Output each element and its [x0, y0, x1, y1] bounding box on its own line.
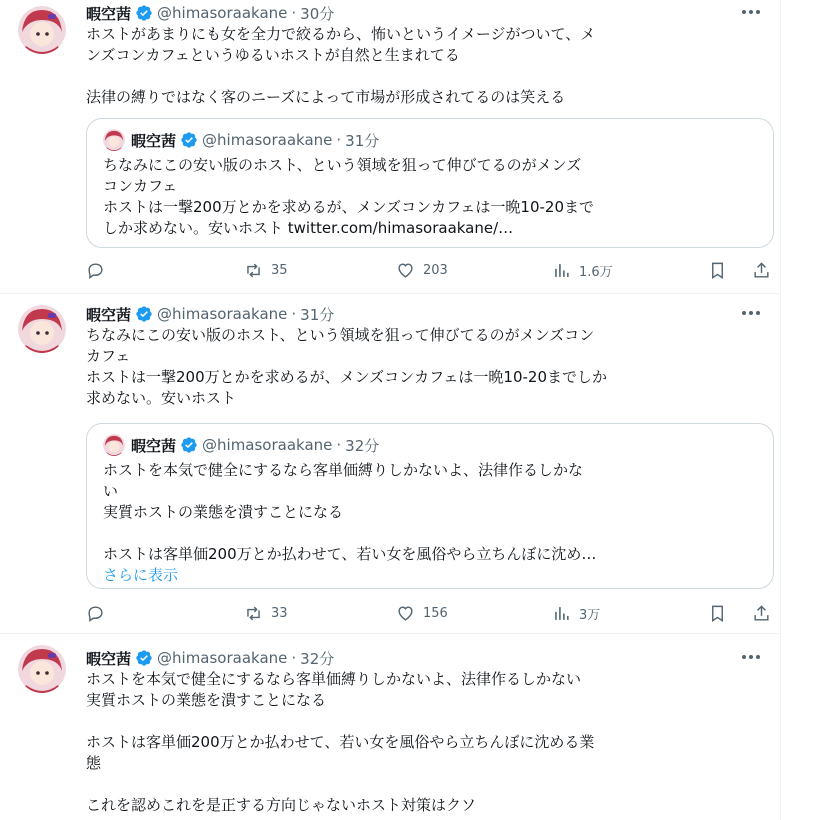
text-line: ホストを本気で健全にするなら客単価縛りしかないよ、法律作るしかない: [86, 670, 582, 688]
quote-header: [103, 434, 379, 456]
timestamp[interactable]: 30分: [300, 4, 335, 23]
text-line: コンカフェ: [103, 177, 178, 195]
text-line: ちなみにこの安い版のホスト、という領域を狙って伸びてるのがメンズ: [103, 156, 582, 174]
link[interactable]: twitter.com/himasoraakane/…: [287, 219, 514, 237]
retweet-icon: [244, 261, 263, 280]
more-options-icon[interactable]: [740, 651, 762, 663]
avatar: [103, 434, 125, 456]
handle: @himasoraakane: [202, 131, 333, 149]
avatar: [103, 129, 125, 151]
separator: ·: [291, 4, 297, 22]
retweet-count: 33: [271, 606, 288, 621]
verified-badge-icon: [180, 436, 198, 454]
tweet-text: [86, 325, 766, 409]
tweet-header: [86, 647, 334, 669]
heart-icon: [396, 261, 415, 280]
like-button[interactable]: [396, 261, 448, 280]
tweet[interactable]: [0, 293, 780, 634]
quote-text: [103, 460, 763, 586]
text-line: 態: [86, 754, 102, 772]
views-icon: [552, 604, 571, 623]
display-name[interactable]: 暇空茜: [86, 4, 132, 23]
text-line: 法律の縛りではなく客のニーズによって市場が形成されてるのは笑える: [86, 88, 566, 106]
avatar[interactable]: [18, 305, 66, 353]
text-segment: しか求めない。安いホスト: [103, 219, 288, 237]
display-name: 暇空茜: [131, 436, 177, 455]
more-options-icon[interactable]: [740, 6, 762, 18]
display-name[interactable]: 暇空茜: [86, 305, 132, 324]
handle[interactable]: @himasoraakane: [157, 4, 288, 22]
tweet[interactable]: [0, 633, 780, 820]
show-more-link[interactable]: さらに表示: [103, 566, 179, 584]
tweet-header: [86, 303, 334, 325]
text-line: ホストは客単価200万とか払わせて、若い女を風俗やら立ちんぼに沈め…: [103, 545, 597, 563]
separator: ·: [336, 436, 342, 454]
bookmark-button[interactable]: [708, 261, 735, 280]
views-button[interactable]: [552, 261, 613, 280]
share-button[interactable]: [752, 604, 779, 623]
timestamp[interactable]: 31分: [300, 305, 335, 324]
tweet-text: [86, 24, 766, 108]
text-line: 実質ホストの業態を潰すことになる: [86, 691, 327, 709]
text-line: [86, 66, 766, 87]
display-name: 暇空茜: [131, 131, 177, 150]
display-name[interactable]: 暇空茜: [86, 649, 132, 668]
share-icon: [752, 604, 771, 623]
text-line: ホストは客単価200万とか払わせて、若い女を風俗やら立ちんぼに沈める業: [86, 733, 595, 751]
text-line: ちなみにこの安い版のホスト、という領域を狙って伸びてるのがメンズコン: [86, 326, 595, 344]
text-line: ンズコンカフェというゆるいホストが自然と生まれてる: [86, 46, 460, 64]
retweet-count: 35: [271, 263, 288, 278]
like-count: 156: [423, 606, 448, 621]
handle[interactable]: @himasoraakane: [157, 649, 288, 667]
share-button[interactable]: [752, 261, 779, 280]
separator: ·: [291, 305, 297, 323]
action-bar: [86, 261, 766, 281]
text-line: [103, 218, 763, 239]
bookmark-icon: [708, 261, 727, 280]
separator: ·: [291, 649, 297, 667]
bookmark-icon: [708, 604, 727, 623]
text-line: 実質ホストの業態を潰すことになる: [103, 503, 344, 521]
quote-header: [103, 129, 379, 151]
tweet-header: [86, 2, 334, 24]
handle[interactable]: @himasoraakane: [157, 305, 288, 323]
text-line: [86, 774, 766, 795]
share-icon: [752, 261, 771, 280]
tweet[interactable]: [0, 0, 780, 294]
views-icon: [552, 261, 571, 280]
text-line: [86, 711, 766, 732]
text-line: ホストがあまりにも女を全力で絞るから、怖いというイメージがついて、メ: [86, 25, 596, 43]
reply-icon: [86, 261, 105, 280]
view-count: 3万: [579, 608, 601, 623]
reply-button[interactable]: [86, 261, 113, 280]
timestamp: 31分: [345, 131, 380, 150]
bookmark-button[interactable]: [708, 604, 735, 623]
verified-badge-icon: [135, 305, 153, 323]
retweet-button[interactable]: [244, 604, 288, 623]
tweet-text: [86, 669, 766, 816]
verified-badge-icon: [180, 131, 198, 149]
retweet-button[interactable]: [244, 261, 288, 280]
handle: @himasoraakane: [202, 436, 333, 454]
text-line: 求めない。安いホスト: [86, 389, 237, 407]
quoted-tweet[interactable]: [86, 118, 774, 248]
verified-badge-icon: [135, 4, 153, 22]
text-line: い: [103, 482, 119, 500]
text-line: これを認めこれを是正する方向じゃないホスト対策はクソ: [86, 796, 477, 814]
avatar[interactable]: [18, 6, 66, 54]
reply-icon: [86, 604, 105, 623]
timestamp: 32分: [345, 436, 380, 455]
quote-text: [103, 155, 763, 239]
text-line: カフェ: [86, 347, 131, 365]
like-count: 203: [423, 263, 448, 278]
heart-icon: [396, 604, 415, 623]
avatar[interactable]: [18, 645, 66, 693]
separator: ·: [336, 131, 342, 149]
quoted-tweet[interactable]: [86, 423, 774, 589]
text-line: ホストを本気で健全にするなら客単価縛りしかないよ、法律作るしかな: [103, 461, 584, 479]
text-line: ホストは一撃200万とかを求めるが、メンズコンカフェは一晩10-20までしか: [86, 368, 608, 386]
text-line: ホストは一撃200万とかを求めるが、メンズコンカフェは一晩10-20まで: [103, 198, 595, 216]
verified-badge-icon: [135, 649, 153, 667]
text-line: [103, 523, 763, 544]
timestamp[interactable]: 32分: [300, 649, 335, 668]
view-count: 1.6万: [579, 265, 613, 280]
reply-button[interactable]: [86, 604, 113, 623]
like-button[interactable]: [396, 604, 448, 623]
action-bar: [86, 604, 766, 624]
views-button[interactable]: [552, 604, 600, 623]
retweet-icon: [244, 604, 263, 623]
more-options-icon[interactable]: [740, 307, 762, 319]
